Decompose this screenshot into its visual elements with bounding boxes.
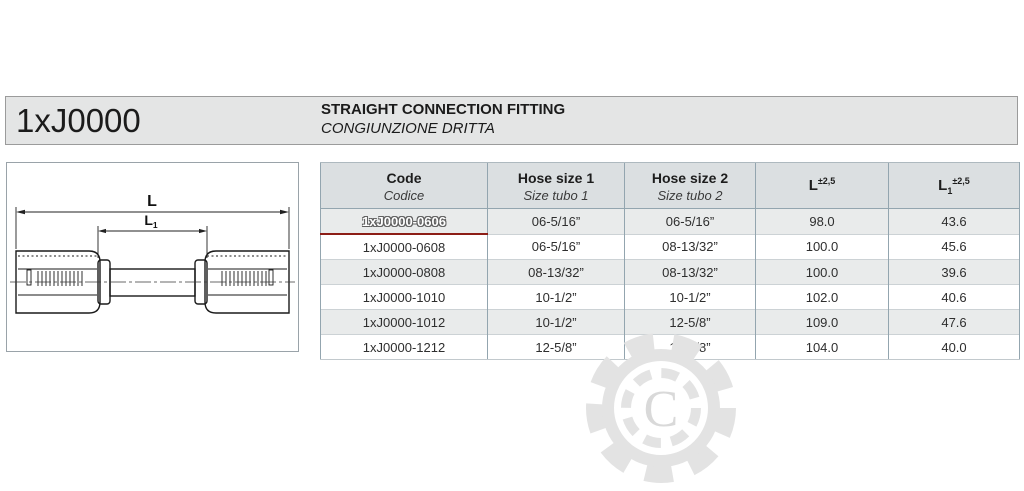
l1-cell: 45.6	[889, 234, 1020, 260]
hose2-cell: 12-5/8”	[625, 310, 756, 335]
code-cell: 1xJ0000-0608	[321, 234, 488, 260]
hose2-cell: 06-5/16”	[625, 209, 756, 235]
code-cell: 1xJ0000-1212	[321, 335, 488, 360]
table-row	[321, 335, 1020, 360]
hose1-cell: 06-5/16”	[488, 234, 625, 260]
fitting-drawing-icon	[7, 163, 298, 351]
col-header-hose1	[488, 163, 625, 209]
dim-label-l1: $L_1$	[144, 212, 158, 230]
page-title: STRAIGHT CONNECTION FITTING	[321, 101, 566, 118]
l1-cell: 40.0	[889, 335, 1020, 360]
l1-cell: 39.6	[889, 260, 1020, 285]
hose1-cell: 06-5/16”	[488, 209, 625, 235]
hose2-cell: 12-5/8”	[625, 335, 756, 360]
fitting-size-table	[320, 162, 1019, 360]
table-row	[321, 234, 1020, 260]
l-cell: 102.0	[756, 285, 889, 310]
code-cell: 1xJ0000-1010	[321, 285, 488, 310]
table-row	[321, 260, 1020, 285]
hose1-cell: 08-13/32”	[488, 260, 625, 285]
table-row	[321, 285, 1020, 310]
page-subtitle: CONGIUNZIONE DRITTA	[321, 119, 495, 137]
l-cell: 104.0	[756, 335, 889, 360]
col-header-hose2	[625, 163, 756, 209]
col-header-label: $L_1^{\pm 2,5}$	[938, 175, 970, 196]
l-cell: 100.0	[756, 260, 889, 285]
hose2-cell: 10-1/2”	[625, 285, 756, 310]
hose1-cell: 10-1/2”	[488, 285, 625, 310]
l1-cell: 47.6	[889, 310, 1020, 335]
hose2-cell: 08-13/32”	[625, 260, 756, 285]
dim-label-l: L	[147, 193, 157, 210]
table-row	[321, 209, 1020, 235]
l1-cell: 43.6	[889, 209, 1020, 235]
part-number: 1xJ0000	[16, 102, 141, 139]
drawing-box	[6, 162, 299, 352]
l1-cell: 40.6	[889, 285, 1020, 310]
col-header-sublabel: Size tubo 2	[657, 187, 723, 203]
hose1-cell: 12-5/8”	[488, 335, 625, 360]
code-cell: 1xJ0000-0808	[321, 260, 488, 285]
table-header-row	[321, 163, 1020, 209]
col-header-label: Code	[386, 169, 422, 186]
col-header-sublabel: Codice	[383, 187, 425, 203]
col-header-sublabel: Size tubo 1	[523, 187, 589, 203]
code-cell: 1xJ0000-1012	[321, 310, 488, 335]
col-header-code	[321, 163, 488, 209]
watermark-letter: C	[643, 381, 679, 438]
l-cell: 98.0	[756, 209, 889, 235]
code-cell-highlighted: 1xJ0000-0606	[321, 209, 488, 235]
l-cell: 100.0	[756, 234, 889, 260]
header-bar	[5, 96, 1018, 145]
col-header-label: $L^{\pm 2,5}$	[808, 176, 836, 194]
col-header-label: Hose size 1	[517, 169, 595, 186]
l-cell: 109.0	[756, 310, 889, 335]
col-header-l	[756, 163, 889, 209]
col-header-label: Hose size 2	[651, 169, 729, 186]
hose2-cell: 08-13/32”	[625, 234, 756, 260]
table-row	[321, 310, 1020, 335]
title-block	[321, 101, 565, 139]
col-header-l1	[889, 163, 1020, 209]
hose1-cell: 10-1/2”	[488, 310, 625, 335]
